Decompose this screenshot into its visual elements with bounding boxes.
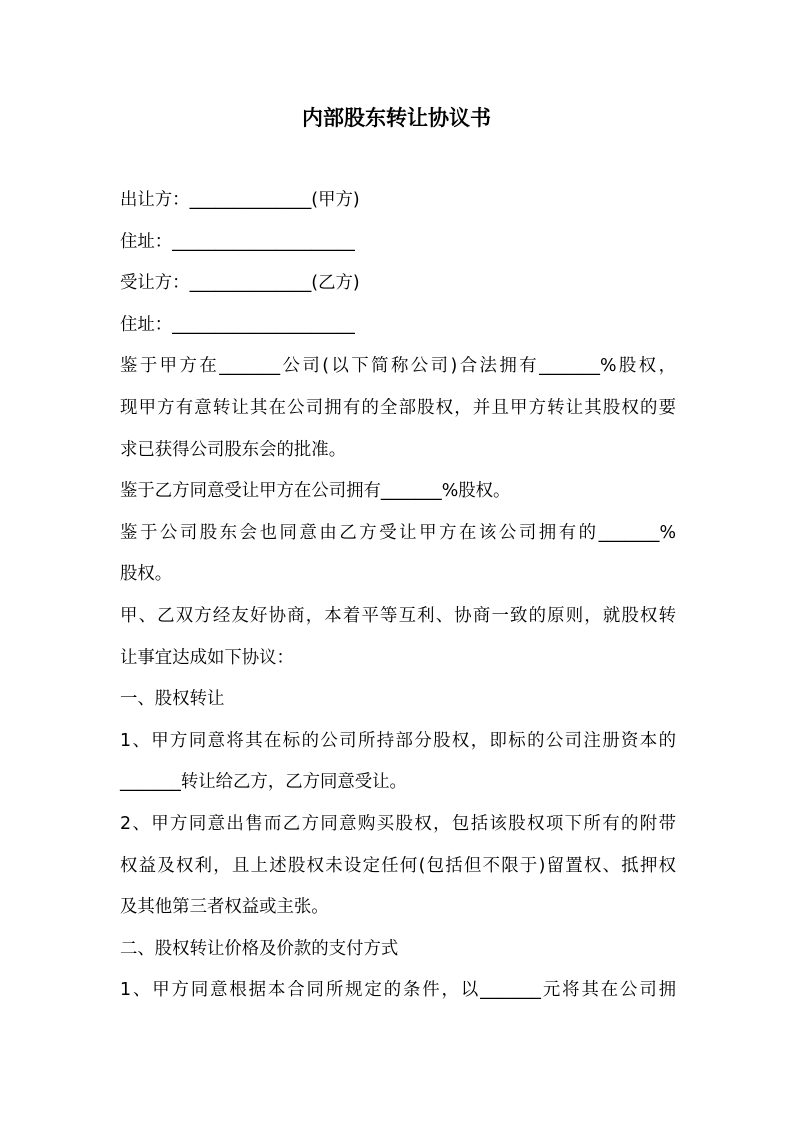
paragraph-line: 1、甲方同意将其在标的公司所持部分股权，即标的公司注册资本的 <box>120 730 676 751</box>
paragraph-line: 让事宜达成如下协议： <box>120 647 294 668</box>
paragraph-line: 甲、乙双方经友好协商，本着平等互利、协商一致的原则，就股权转 <box>120 605 676 626</box>
paragraph-line: 鉴于公司股东会也同意由乙方受让甲方在该公司拥有的_______% <box>120 522 676 543</box>
paragraph-line: 二、股权转让价格及价款的支付方式 <box>120 938 399 959</box>
paragraph-line: 鉴于乙方同意受让甲方在公司拥有_______%股权。 <box>120 481 511 502</box>
document-title: 内部股东转让协议书 <box>302 106 491 130</box>
paragraph-line: 鉴于甲方在_______公司(以下简称公司)合法拥有_______%股权， <box>120 356 676 377</box>
document-body <box>120 180 676 1012</box>
paragraph-line: 现甲方有意转让其在公司拥有的全部股权，并且甲方转让其股权的要 <box>120 397 676 418</box>
paragraph-line: 出让方：______________(甲方) <box>120 190 360 210</box>
paragraph-line: 求已获得公司股东会的批准。 <box>120 439 347 460</box>
paragraph-line: _______转让给乙方，乙方同意受让。 <box>120 772 407 793</box>
paragraph-line: 住址：_____________________ <box>120 314 355 335</box>
paragraph-line: 及其他第三者权益或主张。 <box>120 897 329 918</box>
paragraph-line: 1、甲方同意根据本合同所规定的条件，以_______元将其在公司拥 <box>120 980 676 1001</box>
paragraph-line: 住址：_____________________ <box>120 231 355 252</box>
paragraph-line: 受让方：______________(乙方) <box>120 273 360 294</box>
paragraph-line: 权益及权利，且上述股权未设定任何(包括但不限于)留置权、抵押权 <box>120 855 676 876</box>
paragraph-line: 一、股权转让 <box>120 689 225 710</box>
paragraph-line: 2、甲方同意出售而乙方同意购买股权，包括该股权项下所有的附带 <box>120 813 676 834</box>
paragraph-line: 股权。 <box>120 564 173 585</box>
